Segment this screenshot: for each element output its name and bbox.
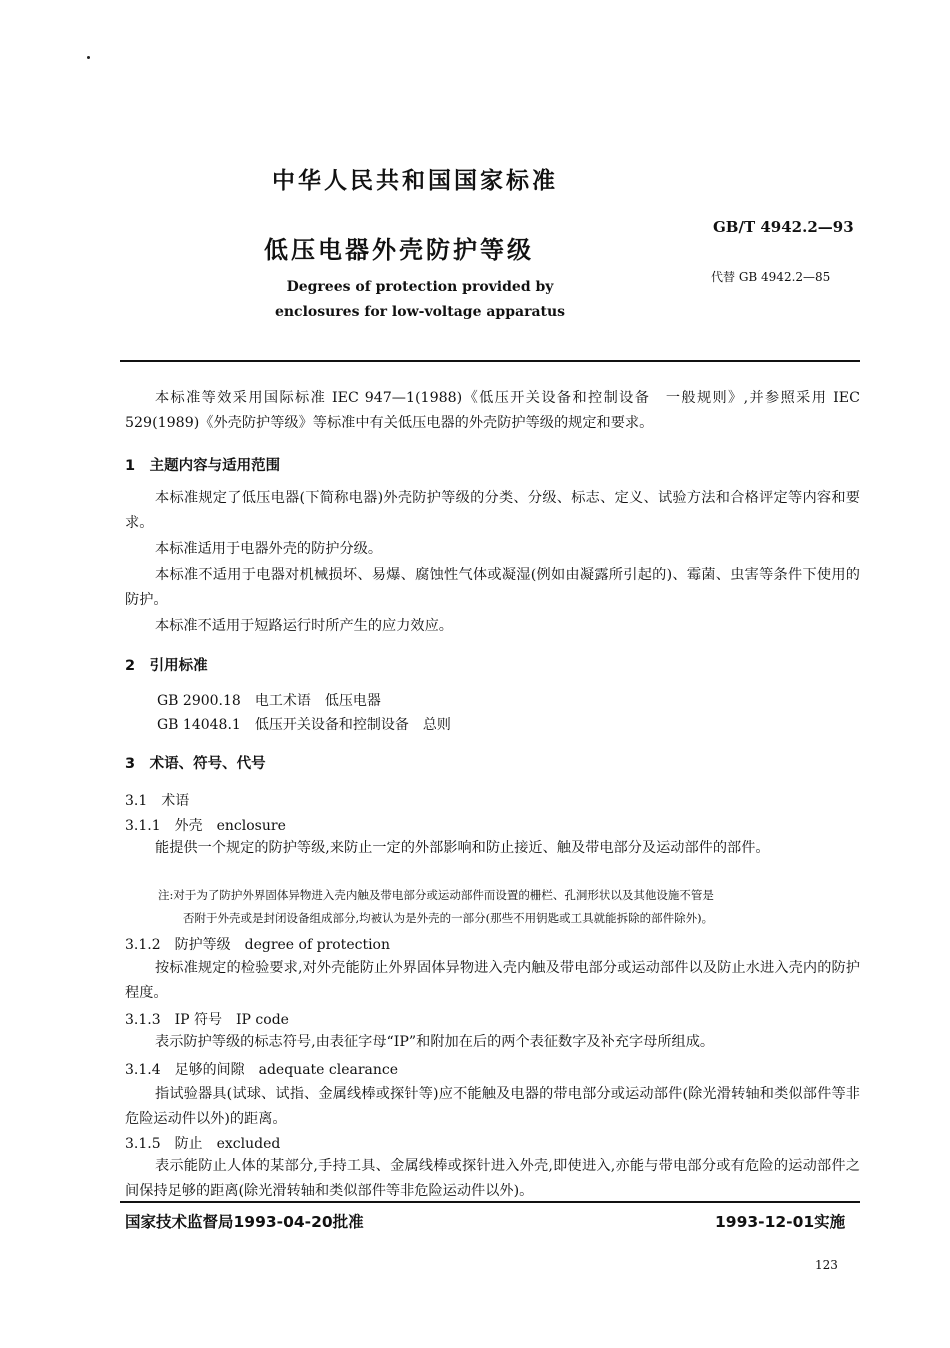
section-1-paragraph-3: 本标准不适用于电器对机械损坏、易爆、腐蚀性气体或凝湿(例如由凝露所引起的)、霉菌、虫害等条件下使用的防护。	[125, 567, 860, 608]
reference-1: GB 2900.18 电工术语 低压电器	[157, 693, 381, 709]
approval-date: 国家技术监督局1993-04-20批准	[125, 1213, 364, 1231]
term-3-1-3-definition: 表示防护等级的标志符号,由表征字母“IP”和附加在后的两个表征数字及补充字母所组成。	[155, 1034, 715, 1050]
national-standard-heading: 中华人民共和国国家标准	[272, 168, 558, 194]
page-number: 123	[815, 1258, 838, 1272]
term-3-1-2-definition: 按标准规定的检验要求,对外壳能防止外界固体异物进入壳内触及带电部分或运动部件以及防止水进入壳内的防护程度。	[125, 960, 860, 1001]
section-1-paragraph-2: 本标准适用于电器外壳的防护分级。	[155, 541, 383, 557]
footer-divider	[120, 1201, 860, 1203]
replaces-standard: 代替 GB 4942.2—85	[711, 270, 831, 284]
term-3-1-5-title: 3.1.5 防止 excluded	[125, 1136, 281, 1152]
term-3-1-5-definition: 表示能防止人体的某部分,手持工具、金属线棒或探针进入外壳,即使进入,亦能与带电部分或有危险的运动部件之间保持足够的距离(除光滑转轴和类似部件等非危险运动件以外)。	[125, 1158, 860, 1199]
subsection-3-1: 3.1 术语	[125, 793, 190, 809]
section-1-paragraph-1: 本标准规定了低压电器(下简称电器)外壳防护等级的分类、分级、标志、定义、试验方法和合格评定等内容和要求。	[125, 490, 860, 531]
section-1-paragraph-4: 本标准不适用于短路运行时所产生的应力效应。	[155, 618, 453, 634]
term-3-1-2-title: 3.1.2 防护等级 degree of protection	[125, 937, 390, 953]
effective-date: 1993-12-01实施	[715, 1213, 846, 1231]
section-1-heading: 1 主题内容与适用范围	[125, 458, 281, 474]
term-3-1-4-title: 3.1.4 足够的间隙 adequate clearance	[125, 1062, 399, 1078]
note-line-1: 注:对于为了防护外界固体异物进入壳内触及带电部分或运动部件而设置的栅栏、孔洞形状以及其他设施不管是	[158, 888, 714, 902]
reference-2: GB 14048.1 低压开关设备和控制设备 总则	[157, 717, 451, 733]
term-3-1-1-definition: 能提供一个规定的防护等级,来防止一定的外部影响和防止接近、触及带电部分及运动部件的部件。	[155, 840, 770, 856]
standard-title-en-line1: Degrees of protection provided by	[286, 279, 554, 295]
term-3-1-1-title: 3.1.1 外壳 enclosure	[125, 818, 286, 834]
term-3-1-3-title: 3.1.3 IP 符号 IP code	[125, 1012, 289, 1028]
standard-title-en-line2: enclosures for low-voltage apparatus	[274, 304, 566, 320]
note-3-1-1	[158, 884, 860, 930]
scan-speck	[87, 56, 90, 59]
standard-number: GB/T 4942.2—93	[713, 218, 854, 236]
section-3-heading: 3 术语、符号、代号	[125, 756, 266, 772]
intro-paragraph: 本标准等效采用国际标准 IEC 947—1(1988)《低压开关设备和控制设备 一般规则》,并参照采用 IEC 529(1989)《外壳防护等级》等标准中有关低压电器的外壳防护等级的规定和要求。	[125, 390, 860, 431]
standard-title-cn: 低压电器外壳防护等级	[264, 236, 534, 264]
header-divider	[120, 360, 860, 362]
term-3-1-4-definition: 指试验器具(试球、试指、金属线棒或探针等)应不能触及电器的带电部分或运动部件(除光滑转轴和类似部件等非危险运动件以外)的距离。	[125, 1086, 860, 1127]
section-2-heading: 2 引用标准	[125, 658, 208, 674]
note-line-2: 否附于外壳或是封闭设备组成部分,均被认为是外壳的一部分(那些不用钥匙或工具就能拆除的部件除外)。	[183, 911, 714, 925]
